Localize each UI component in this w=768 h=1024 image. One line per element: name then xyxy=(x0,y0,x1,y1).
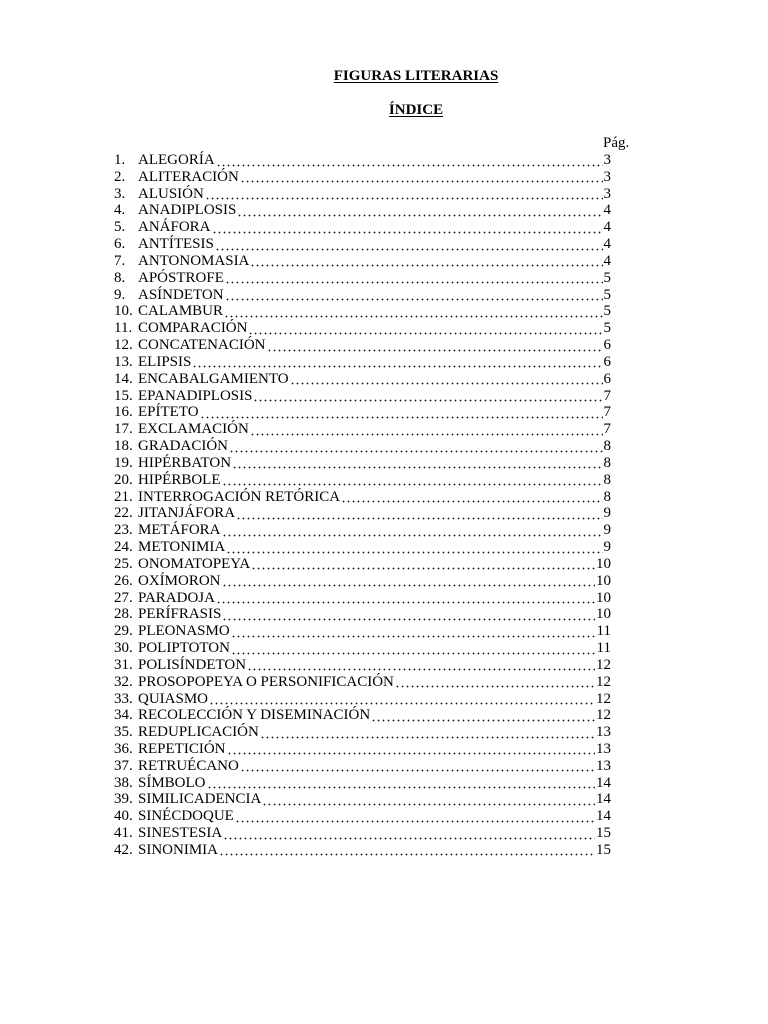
document-title: FIGURAS LITERARIAS xyxy=(333,68,499,84)
entry-number: 20. xyxy=(114,471,133,488)
entry-page-number: 8 xyxy=(603,471,611,488)
toc-entry xyxy=(114,253,611,270)
toc-entry xyxy=(114,202,611,219)
entry-number: 21. xyxy=(114,488,133,505)
entry-page-number: 12 xyxy=(596,673,611,690)
entry-number: 5. xyxy=(114,219,126,236)
entry-label: ASÍNDETON xyxy=(138,286,224,303)
toc-entry xyxy=(114,152,611,169)
entry-page-number: 6 xyxy=(603,370,611,387)
entry-number: 31. xyxy=(114,656,133,673)
toc-entry xyxy=(114,623,611,640)
entry-number: 27. xyxy=(114,589,133,606)
dot-leader xyxy=(241,758,595,775)
toc-entry xyxy=(114,758,611,775)
entry-page-number: 3 xyxy=(603,185,611,202)
entry-page-number: 10 xyxy=(596,555,611,572)
entry-page-number: 10 xyxy=(596,589,611,606)
toc-entry xyxy=(114,371,611,388)
entry-label: SÍMBOLO xyxy=(138,774,206,791)
entry-page-number: 3 xyxy=(603,168,611,185)
entry-page-number: 4 xyxy=(603,252,611,269)
toc-entry xyxy=(114,791,611,808)
toc-entry xyxy=(114,505,611,522)
entry-page-number: 7 xyxy=(603,404,611,421)
entry-number: 3. xyxy=(114,185,126,202)
entry-label: ANADIPLOSIS xyxy=(138,202,237,219)
entry-page-number: 5 xyxy=(603,303,611,320)
entry-label: PROSOPOPEYA O PERSONIFICACIÓN xyxy=(138,673,394,690)
entry-number: 34. xyxy=(114,707,133,724)
entry-label: METÁFORA xyxy=(138,522,221,539)
dot-leader xyxy=(238,202,602,219)
entry-label: REDUPLICACIÓN xyxy=(138,724,259,741)
index-heading: ÍNDICE xyxy=(388,102,444,118)
entry-label: SINESTESIA xyxy=(138,825,223,842)
toc-entry xyxy=(114,640,611,657)
toc-entry xyxy=(114,573,611,590)
dot-leader xyxy=(201,404,603,421)
entry-page-number: 6 xyxy=(603,337,611,354)
entry-number: 10. xyxy=(114,303,133,320)
entry-label: POLISÍNDETON xyxy=(138,656,247,673)
entry-page-number: 5 xyxy=(603,269,611,286)
entry-number: 26. xyxy=(114,572,133,589)
entry-label: PARADOJA xyxy=(138,589,215,606)
dot-leader xyxy=(233,455,602,472)
toc-entry xyxy=(114,169,611,186)
toc-entry xyxy=(114,287,611,304)
toc-entry xyxy=(114,657,611,674)
entry-label: ELIPSIS xyxy=(138,353,192,370)
dot-leader xyxy=(223,522,603,539)
toc-entry xyxy=(114,556,611,573)
entry-number: 24. xyxy=(114,539,133,556)
toc-entry xyxy=(114,775,611,792)
entry-label: OXÍMORON xyxy=(138,572,221,589)
dot-leader xyxy=(248,657,595,674)
entry-page-number: 14 xyxy=(596,774,611,791)
entry-number: 23. xyxy=(114,522,133,539)
dot-leader xyxy=(268,337,603,354)
dot-leader xyxy=(254,388,602,405)
toc-entry xyxy=(114,842,611,859)
entry-label: ENCABALGAMIENTO xyxy=(138,370,289,387)
entry-number: 13. xyxy=(114,353,133,370)
dot-leader xyxy=(232,623,596,640)
entry-page-number: 13 xyxy=(596,740,611,757)
entry-page-number: 14 xyxy=(596,791,611,808)
entry-page-number: 12 xyxy=(596,656,611,673)
entry-label: APÓSTROFE xyxy=(138,269,224,286)
entry-page-number: 15 xyxy=(596,841,611,858)
entry-label: PERÍFRASIS xyxy=(138,606,222,623)
dot-leader xyxy=(206,186,603,203)
entry-label: POLIPTOTON xyxy=(138,640,230,657)
entry-page-number: 8 xyxy=(603,438,611,455)
entry-label: METONIMIA xyxy=(138,539,226,556)
toc-entry xyxy=(114,421,611,438)
entry-label: RETRUÉCANO xyxy=(138,757,239,774)
table-of-contents xyxy=(114,152,611,859)
entry-label: GRADACIÓN xyxy=(138,438,228,455)
entry-number: 16. xyxy=(114,404,133,421)
dot-leader xyxy=(228,741,596,758)
entry-number: 2. xyxy=(114,168,126,185)
toc-entry xyxy=(114,674,611,691)
entry-number: 37. xyxy=(114,757,133,774)
dot-leader xyxy=(227,539,602,556)
toc-entry xyxy=(114,186,611,203)
toc-entry xyxy=(114,236,611,253)
entry-number: 28. xyxy=(114,606,133,623)
entry-number: 4. xyxy=(114,202,126,219)
dot-leader xyxy=(226,287,603,304)
entry-label: ALUSIÓN xyxy=(138,185,204,202)
entry-number: 19. xyxy=(114,454,133,471)
entry-number: 33. xyxy=(114,690,133,707)
toc-entry xyxy=(114,489,611,506)
entry-label: HIPÉRBOLE xyxy=(138,471,221,488)
dot-leader xyxy=(396,674,595,691)
dot-leader xyxy=(223,472,603,489)
entry-label: EXCLAMACIÓN xyxy=(138,421,249,438)
toc-entry xyxy=(114,303,611,320)
dot-leader xyxy=(252,556,595,573)
entry-number: 38. xyxy=(114,774,133,791)
dot-leader xyxy=(230,438,603,455)
dot-leader xyxy=(232,640,596,657)
toc-entry xyxy=(114,707,611,724)
toc-entry xyxy=(114,741,611,758)
entry-page-number: 12 xyxy=(596,707,611,724)
entry-page-number: 8 xyxy=(603,488,611,505)
dot-leader xyxy=(237,505,602,522)
entry-number: 11. xyxy=(114,320,133,337)
entry-page-number: 11 xyxy=(596,640,611,657)
entry-number: 30. xyxy=(114,640,133,657)
dot-leader xyxy=(236,808,595,825)
entry-number: 17. xyxy=(114,421,133,438)
toc-entry xyxy=(114,320,611,337)
entry-number: 40. xyxy=(114,808,133,825)
entry-label: ONOMATOPEYA xyxy=(138,555,251,572)
entry-label: HIPÉRBATON xyxy=(138,454,232,471)
entry-number: 32. xyxy=(114,673,133,690)
entry-label: EPANADIPLOSIS xyxy=(138,387,253,404)
entry-page-number: 15 xyxy=(596,825,611,842)
entry-page-number: 9 xyxy=(603,539,611,556)
entry-number: 35. xyxy=(114,724,133,741)
entry-page-number: 5 xyxy=(603,286,611,303)
entry-number: 29. xyxy=(114,623,133,640)
entry-number: 22. xyxy=(114,505,133,522)
entry-label: ALITERACIÓN xyxy=(138,168,239,185)
entry-page-number: 9 xyxy=(603,505,611,522)
entry-label: CONCATENACIÓN xyxy=(138,337,266,354)
entry-number: 6. xyxy=(114,236,126,253)
entry-page-number: 4 xyxy=(603,202,611,219)
entry-label: RECOLECCIÓN Y DISEMINACIÓN xyxy=(138,707,371,724)
dot-leader xyxy=(223,606,595,623)
entry-number: 14. xyxy=(114,370,133,387)
entry-label: JITANJÁFORA xyxy=(138,505,236,522)
entry-label: CALAMBUR xyxy=(138,303,224,320)
entry-number: 39. xyxy=(114,791,133,808)
dot-leader xyxy=(193,354,602,371)
toc-entry xyxy=(114,337,611,354)
entry-page-number: 8 xyxy=(603,454,611,471)
entry-label: EPÍTETO xyxy=(138,404,199,421)
toc-entry xyxy=(114,219,611,236)
dot-leader xyxy=(220,842,595,859)
entry-page-number: 13 xyxy=(596,757,611,774)
entry-number: 18. xyxy=(114,438,133,455)
dot-leader xyxy=(241,169,603,186)
toc-entry xyxy=(114,808,611,825)
entry-page-number: 10 xyxy=(596,606,611,623)
entry-number: 15. xyxy=(114,387,133,404)
toc-entry xyxy=(114,354,611,371)
toc-entry xyxy=(114,404,611,421)
entry-page-number: 10 xyxy=(596,572,611,589)
dot-leader xyxy=(213,219,603,236)
entry-number: 25. xyxy=(114,555,133,572)
entry-label: SINÉCDOQUE xyxy=(138,808,234,825)
dot-leader xyxy=(223,573,596,590)
dot-leader xyxy=(216,236,603,253)
entry-page-number: 7 xyxy=(603,387,611,404)
entry-number: 12. xyxy=(114,337,133,354)
entry-number: 1. xyxy=(114,152,126,168)
toc-entry xyxy=(114,590,611,607)
dot-leader xyxy=(217,152,603,169)
entry-number: 42. xyxy=(114,841,133,858)
toc-entry xyxy=(114,270,611,287)
entry-page-number: 7 xyxy=(603,421,611,438)
entry-page-number: 4 xyxy=(603,219,611,236)
toc-entry xyxy=(114,472,611,489)
dot-leader xyxy=(225,303,602,320)
entry-label: SINONIMIA xyxy=(138,841,218,858)
entry-label: COMPARACIÓN xyxy=(138,320,248,337)
entry-page-number: 9 xyxy=(603,522,611,539)
entry-label: PLEONASMO xyxy=(138,623,230,640)
entry-label: ANTONOMASIA xyxy=(138,252,250,269)
toc-entry xyxy=(114,606,611,623)
dot-leader xyxy=(251,253,602,270)
toc-entry xyxy=(114,388,611,405)
dot-leader xyxy=(251,421,603,438)
dot-leader xyxy=(342,489,602,506)
entry-label: SIMILICADENCIA xyxy=(138,791,262,808)
entry-page-number: 5 xyxy=(603,320,611,337)
entry-label: ALEGORÍA xyxy=(138,152,215,168)
entry-page-number: 13 xyxy=(596,724,611,741)
dot-leader xyxy=(372,707,595,724)
dot-leader xyxy=(291,371,603,388)
dot-leader xyxy=(208,775,595,792)
toc-entry xyxy=(114,539,611,556)
dot-leader xyxy=(226,270,603,287)
dot-leader xyxy=(217,590,595,607)
entry-number: 36. xyxy=(114,740,133,757)
entry-label: INTERROGACIÓN RETÓRICA xyxy=(138,488,341,505)
toc-entry xyxy=(114,522,611,539)
entry-label: QUIASMO xyxy=(138,690,209,707)
entry-page-number: 12 xyxy=(596,690,611,707)
page-column-label: Pág. xyxy=(603,135,630,151)
entry-page-number: 6 xyxy=(603,353,611,370)
dot-leader xyxy=(210,691,595,708)
entry-page-number: 3 xyxy=(603,152,611,168)
entry-page-number: 14 xyxy=(596,808,611,825)
entry-number: 8. xyxy=(114,269,126,286)
toc-entry xyxy=(114,438,611,455)
entry-page-number: 4 xyxy=(603,236,611,253)
entry-label: ANÁFORA xyxy=(138,219,211,236)
entry-page-number: 11 xyxy=(596,623,611,640)
dot-leader xyxy=(263,791,595,808)
toc-entry xyxy=(114,825,611,842)
dot-leader xyxy=(261,724,595,741)
entry-label: REPETICIÓN xyxy=(138,740,226,757)
toc-entry xyxy=(114,455,611,472)
entry-label: ANTÍTESIS xyxy=(138,236,214,253)
toc-entry xyxy=(114,691,611,708)
entry-number: 9. xyxy=(114,286,126,303)
toc-entry xyxy=(114,724,611,741)
entry-number: 7. xyxy=(114,252,126,269)
entry-number: 41. xyxy=(114,825,133,842)
dot-leader xyxy=(249,320,602,337)
dot-leader xyxy=(224,825,595,842)
